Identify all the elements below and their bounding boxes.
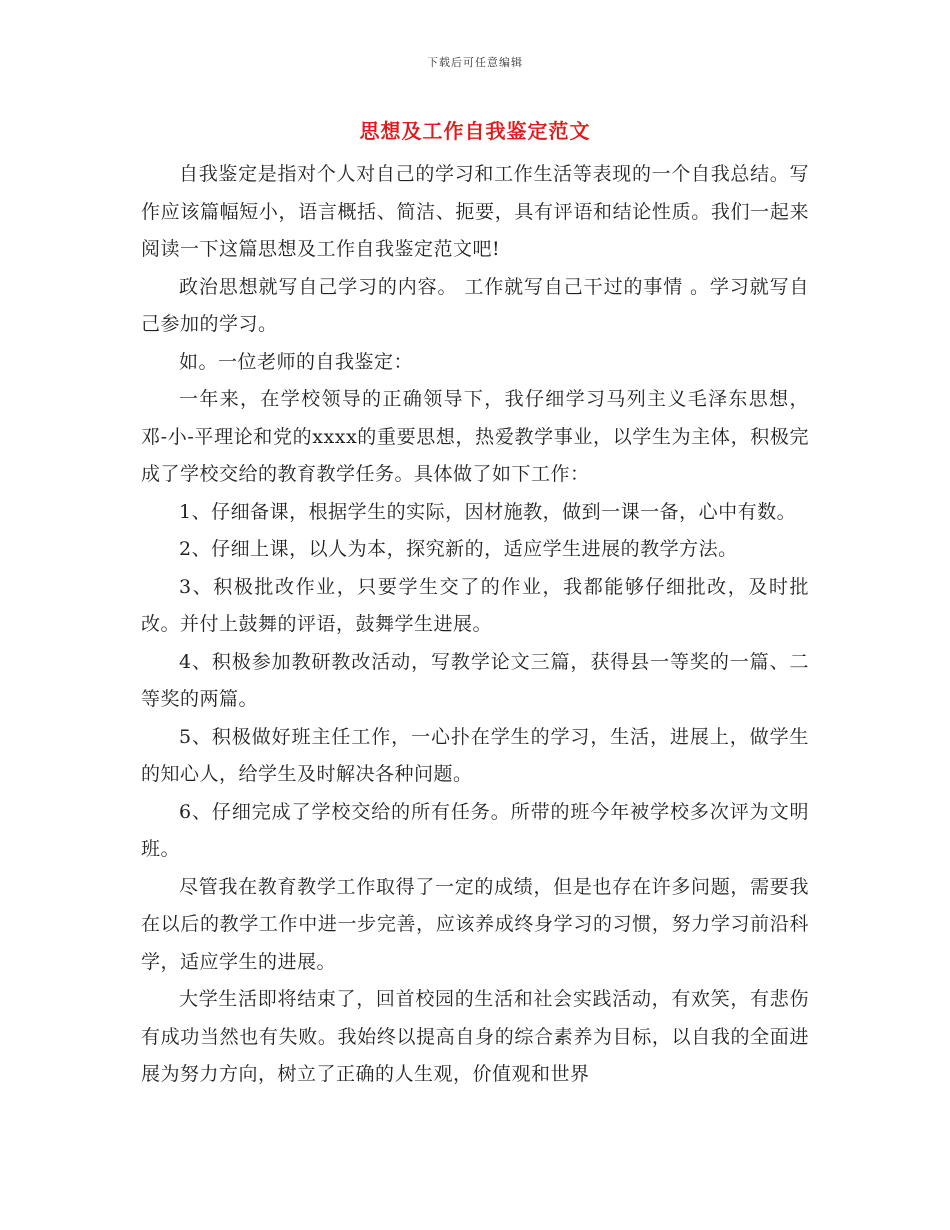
paragraph-university: 大学生活即将结束了，回首校园的生活和社会实践活动，有欢笑，有悲伤有成功当然也有失败。我始终以提高自身的综合素养为目标，以自我的全面进展为努力方向，树立了正确的人生观，价值观和世界 [141,988,809,1085]
paragraph-intro: 自我鉴定是指对个人对自己的学习和工作生活等表现的一个自我总结。写作应该篇幅短小，语言概括、简洁、扼要，具有评语和结论性质。我们一起来阅读一下这篇思想及工作自我鉴定范文吧! [141,163,809,260]
paragraph-item-1: 1、仔细备课，根据学生的实际，因材施教，做到一课一备，心中有数。 [179,500,797,523]
paragraph-item-4: 4、积极参加教研教改活动，写教学论文三篇，获得县一等奖的一篇、二等奖的两篇。 [141,650,809,710]
paragraph-summary: 一年来，在学校领导的正确领导下，我仔细学习马列主义毛泽东思想，邓-小-平理论和党的xxxx的重要思想，热爱教学事业，以学生为主体，积极完成了学校交给的教育教学任务。具体做了如下工作： [141,388,809,485]
paragraph-example-lead: 如。一位老师的自我鉴定： [179,350,414,373]
page-header-note: 下载后可任意编辑 [427,56,523,69]
paragraph-item-6: 6、仔细完成了学校交给的所有任务。所带的班今年被学校多次评为文明班。 [141,800,809,860]
paragraph-item-2: 2、仔细上课，以人为本，探究新的，适应学生进展的教学方法。 [179,538,738,560]
paragraph-item-3: 3、积极批改作业，只要学生交了的作业，我都能够仔细批改，及时批改。并付上鼓舞的评语，鼓舞学生进展。 [141,575,809,635]
paragraph-item-5: 5、积极做好班主任工作，一心扑在学生的学习，生活，进展上，做学生的知心人，给学生及时解决各种问题。 [141,725,809,785]
document-title: 思想及工作自我鉴定范文 [359,119,591,143]
document-body [141,156,809,1094]
paragraph-shortcomings: 尽管我在教育教学工作取得了一定的成绩，但是也存在许多问题，需要我在以后的教学工作中进一步完善，应该养成终身学习的习惯，努力学习前沿科学，适应学生的进展。 [141,875,809,973]
paragraph-guidance: 政治思想就写自己学习的内容。 工作就写自己干过的事情 。学习就写自己参加的学习。 [141,275,809,335]
